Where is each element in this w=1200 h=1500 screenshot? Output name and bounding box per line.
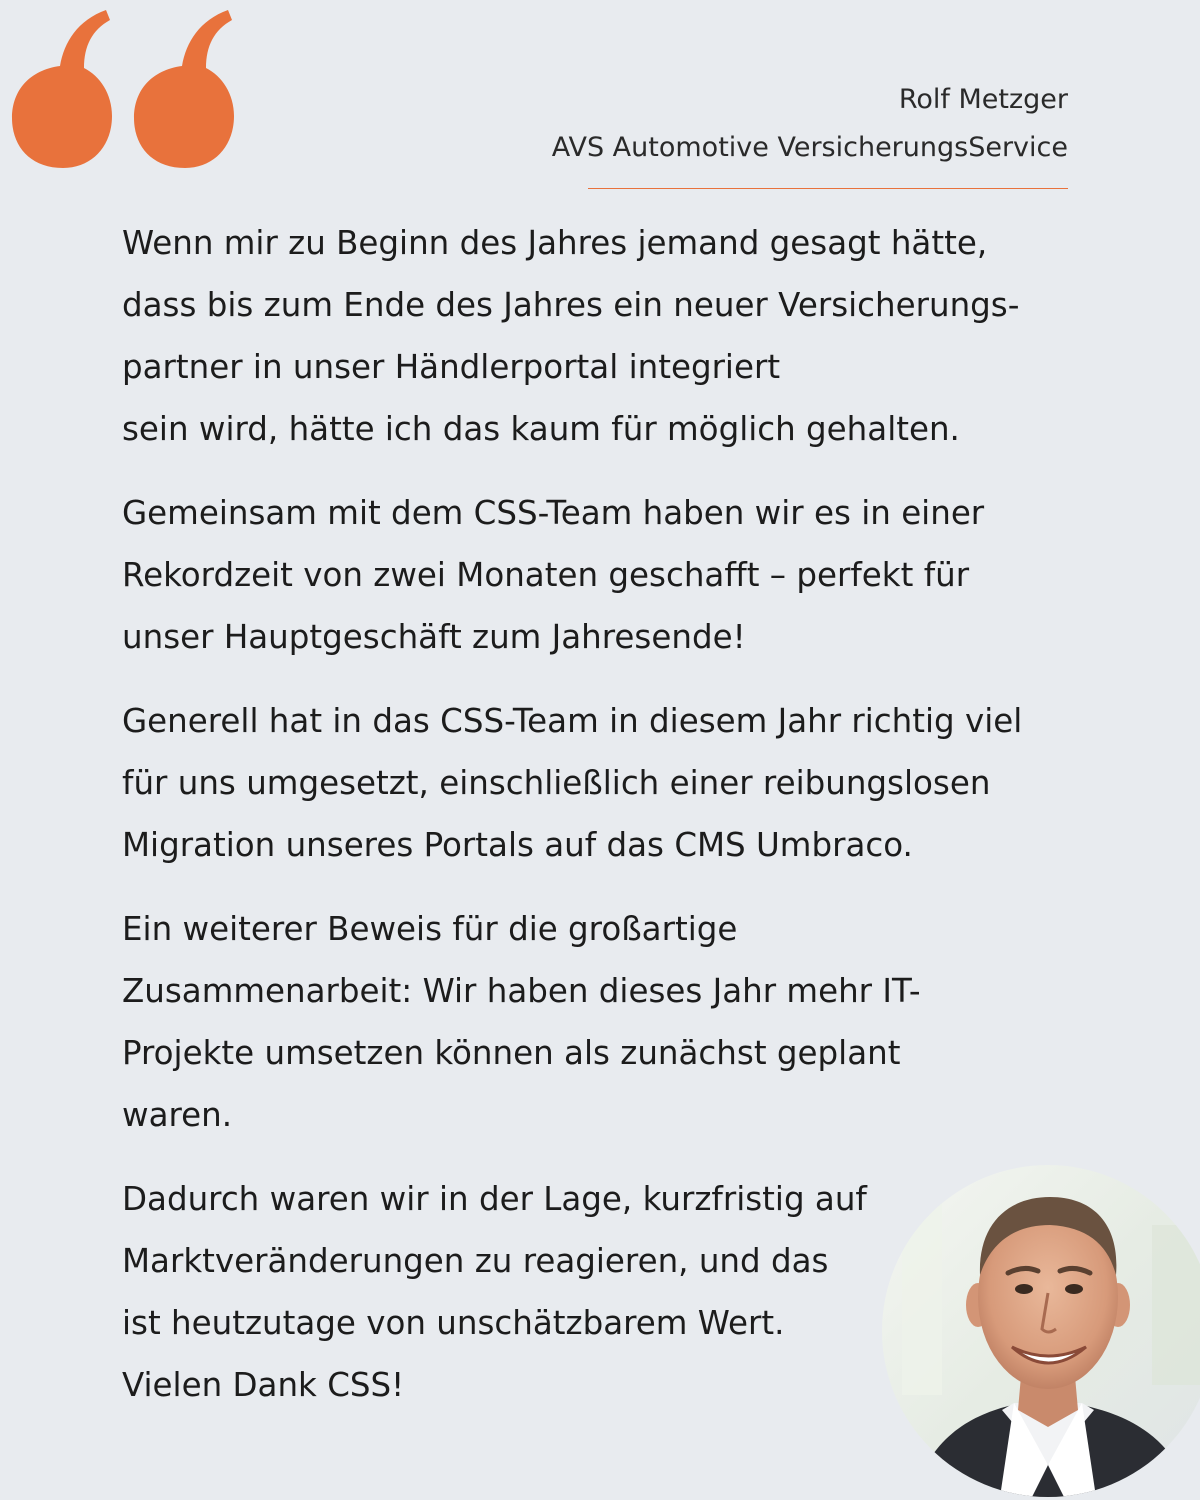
quote-line: Gemeinsam mit dem CSS-Team haben wir es in einer [122, 494, 985, 532]
quote-line: für uns umgesetzt, einschließlich einer reibungslosen [122, 764, 991, 802]
quote-line: waren. [122, 1096, 233, 1134]
quote-line: unser Hauptgeschäft zum Jahresende! [122, 618, 746, 656]
author-divider [588, 188, 1068, 189]
quote-line: Vielen Dank CSS! [122, 1366, 405, 1404]
quote-line: Migration unseres Portals auf das CMS Umbraco. [122, 826, 913, 864]
author-name: Rolf Metzger [898, 84, 1068, 115]
quote-line: Zusammenarbeit: Wir haben dieses Jahr mehr IT- [122, 972, 921, 1010]
quote-line: dass bis zum Ende des Jahres ein neuer Versicherungs- [122, 286, 1020, 324]
quote-paragraph [122, 898, 1092, 1146]
quote-line: Dadurch waren wir in der Lage, kurzfristig auf [122, 1180, 867, 1218]
quote-line: Projekte umsetzen können als zunächst geplant [122, 1034, 901, 1072]
quotation-mark-icon [8, 6, 238, 171]
quote-line: Marktveränderungen zu reagieren, und das [122, 1242, 829, 1280]
quote-paragraph [122, 212, 1092, 460]
quote-line: partner in unser Händlerportal integriert [122, 348, 781, 386]
quote-line: Wenn mir zu Beginn des Jahres jemand gesagt hätte, [122, 224, 988, 262]
quote-line: Generell hat in das CSS-Team in diesem Jahr richtig viel [122, 702, 1023, 740]
quote-paragraph [122, 690, 1092, 876]
quote-line: Rekordzeit von zwei Monaten geschafft – perfekt für [122, 556, 970, 594]
author-company: AVS Automotive VersicherungsService [551, 132, 1068, 163]
portrait-photo [882, 1165, 1200, 1497]
quote-line: ist heutzutage von unschätzbarem Wert. [122, 1304, 785, 1342]
quote-paragraph [122, 482, 1092, 668]
quote-line: Ein weiterer Beweis für die großartige [122, 910, 738, 948]
quote-line: sein wird, hätte ich das kaum für möglich gehalten. [122, 410, 960, 448]
author-block [552, 76, 1068, 172]
